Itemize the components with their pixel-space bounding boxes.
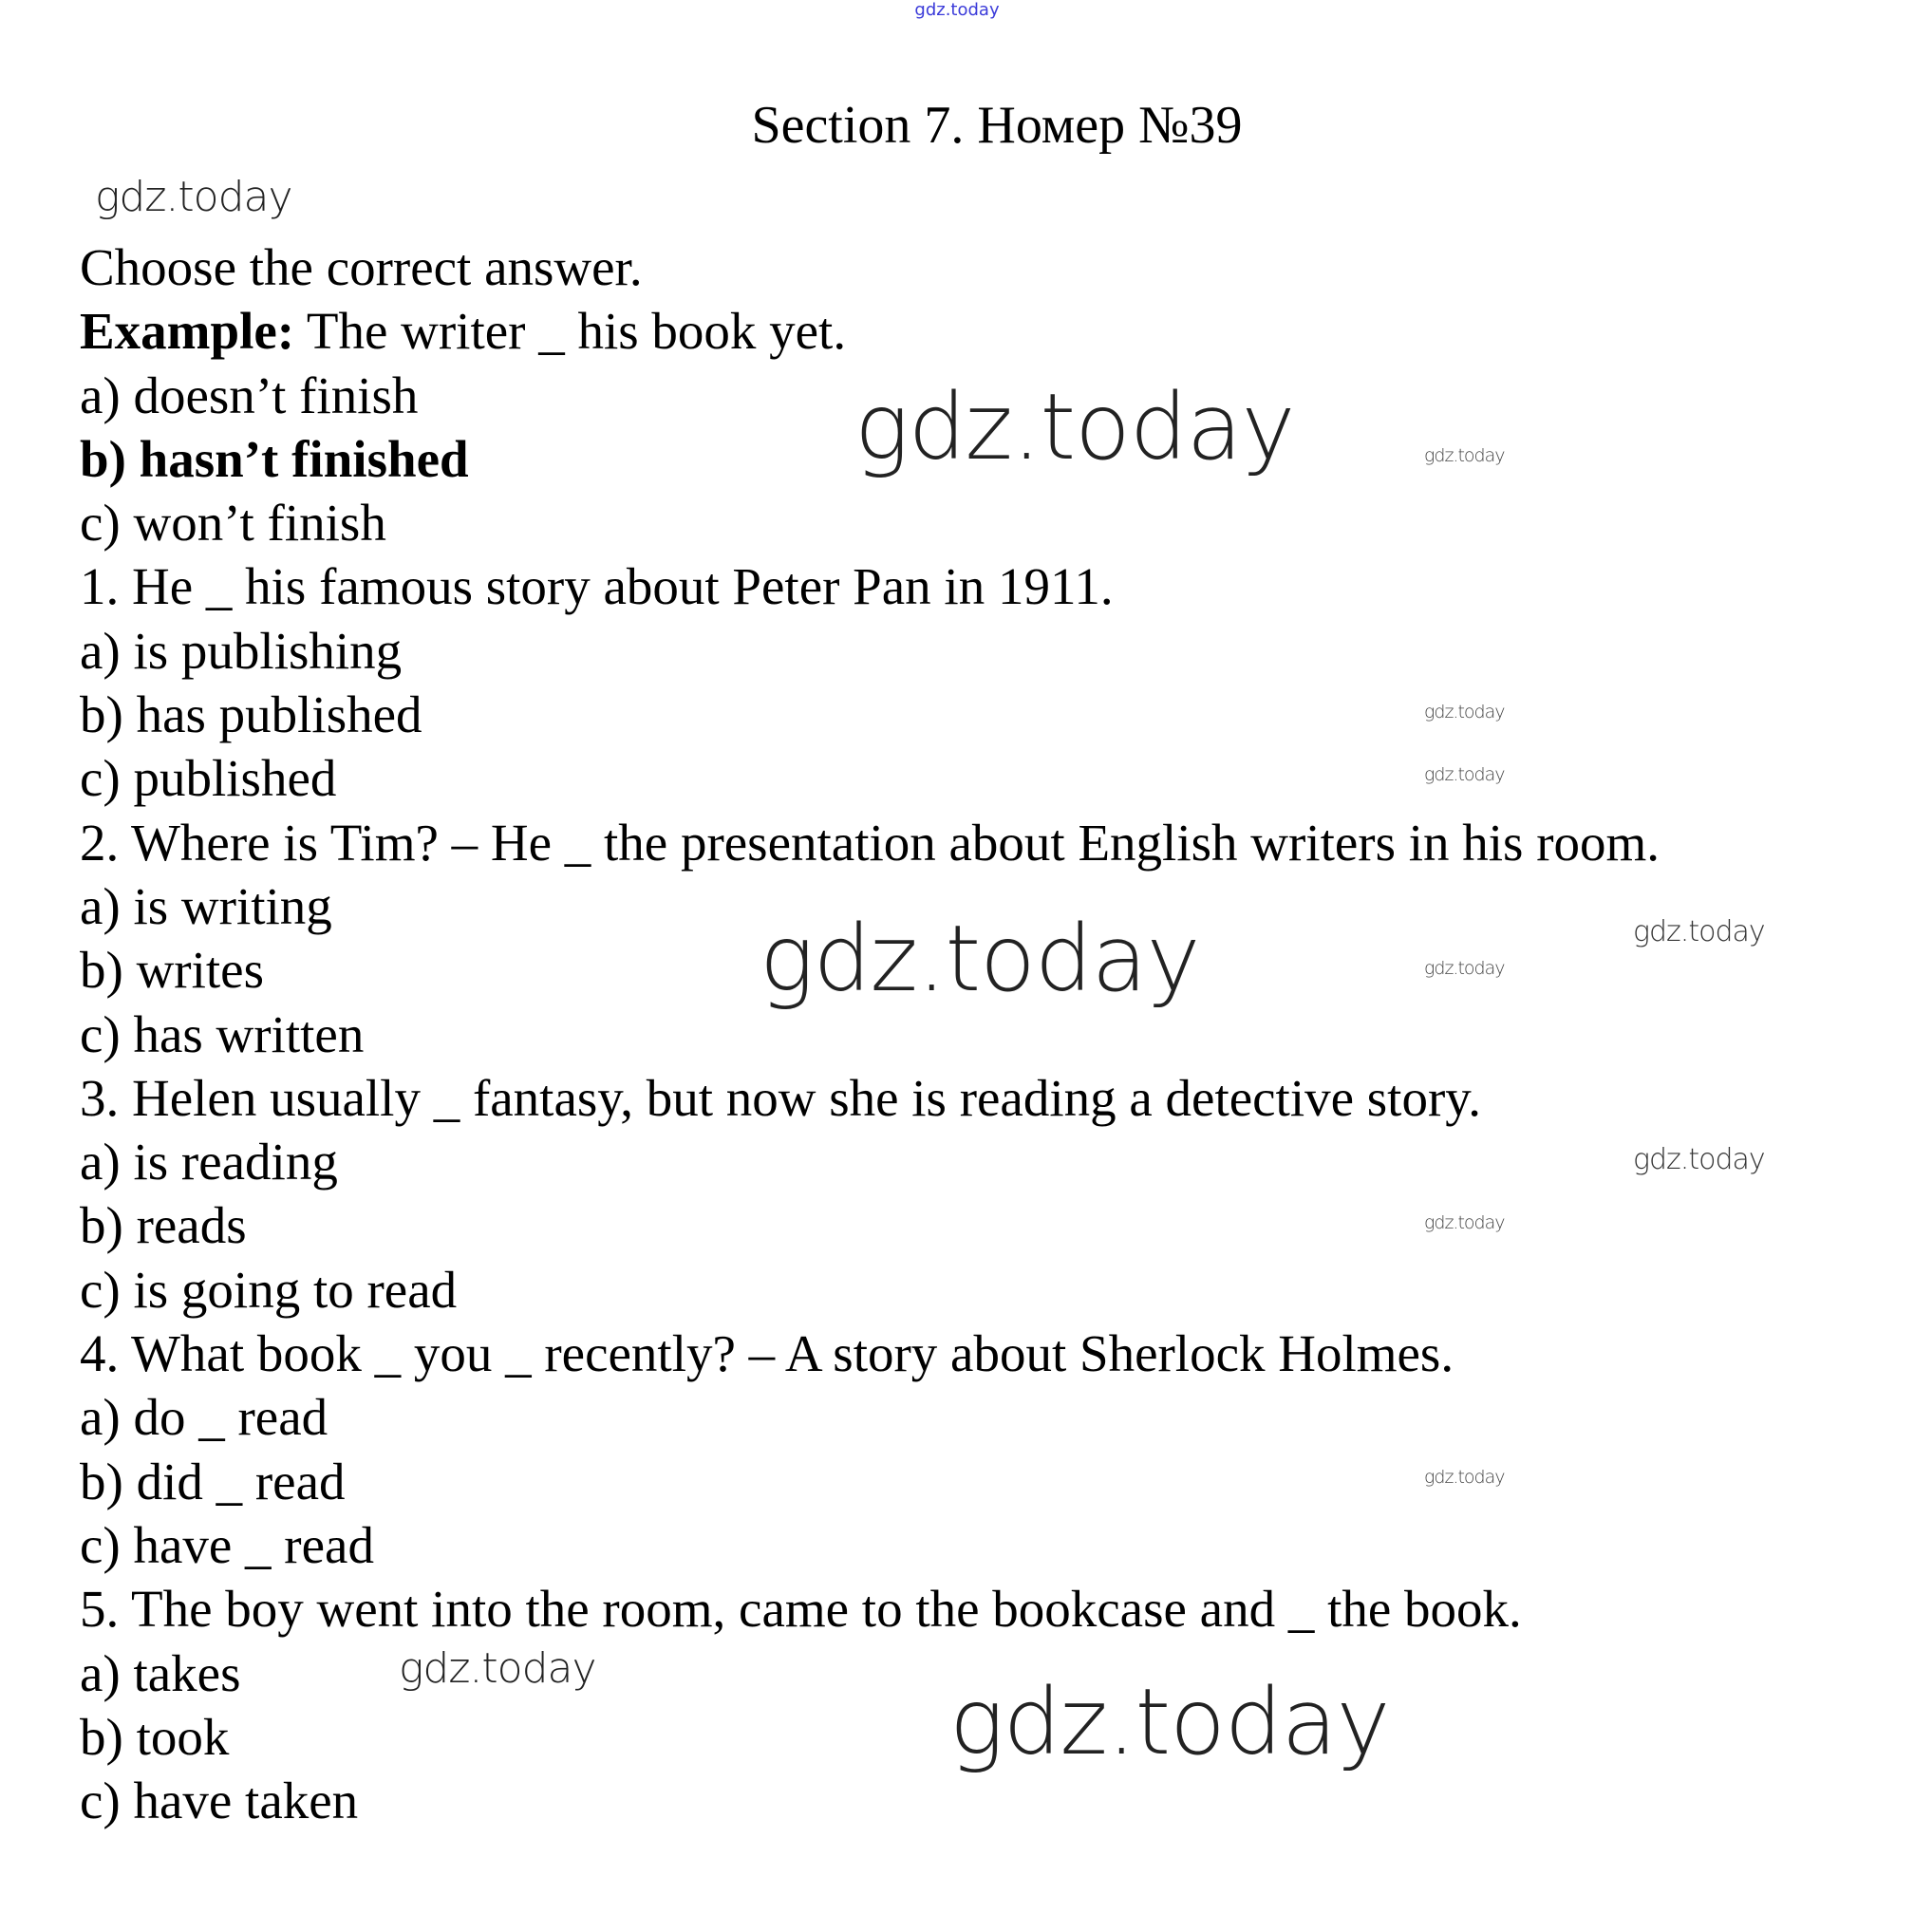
option: b) did _ read [80,1452,346,1510]
watermark: gdz.today [1424,702,1505,722]
watermark: gdz.today [1633,915,1765,948]
watermark: gdz.today [1633,1143,1765,1176]
example-option-correct: b) hasn’t finished [80,429,469,488]
option: c) published [80,749,337,808]
question-2: 2. Where is Tim? – He _ the presentation about English writers in his room. [80,813,1661,872]
watermark: gdz.today [95,173,292,221]
question-5: 5. The boy went into the room, came to the bookcase and _ the book. [80,1580,1522,1639]
option: a) is reading [80,1133,338,1191]
option: a) is publishing [80,621,403,680]
watermark: gdz.today [760,906,1200,1012]
watermark: gdz.today [949,1669,1390,1775]
watermark: gdz.today [1424,445,1505,466]
option: c) have _ read [80,1515,374,1574]
page-title: Section 7. Номер №39 [751,96,1243,155]
watermark: gdz.today [1424,764,1505,785]
watermark: gdz.today [1424,1467,1505,1488]
question-4: 4. What book _ you _ recently? – A story about Sherlock Holmes. [80,1324,1454,1383]
option: b) took [80,1707,230,1766]
option: a) do _ read [80,1388,328,1447]
watermark: gdz.today [1424,1212,1505,1233]
question-1: 1. He _ his famous story about Peter Pan in 1911. [80,557,1114,616]
instruction: Choose the correct answer. [80,238,643,296]
watermark-top: gdz.today [914,0,1000,20]
example-question [80,299,1660,363]
option: c) is going to read [80,1260,458,1319]
option: b) writes [80,941,264,1000]
option: c) have taken [80,1772,359,1830]
example-label: Example: [80,302,295,361]
option: b) has published [80,685,422,744]
option: b) reads [80,1196,247,1255]
option: a) takes [80,1643,241,1702]
example-option: c) won’t finish [80,494,386,553]
example-option: a) doesn’t finish [80,366,419,424]
watermark: gdz.today [399,1644,596,1693]
question-3: 3. Helen usually _ fantasy, but now she is reading a detective story. [80,1068,1481,1127]
example-text: The writer _ his book yet. [294,302,847,361]
watermark: gdz.today [854,374,1295,480]
option: a) is writing [80,876,332,935]
option: c) has written [80,1004,365,1063]
watermark: gdz.today [1424,958,1505,979]
